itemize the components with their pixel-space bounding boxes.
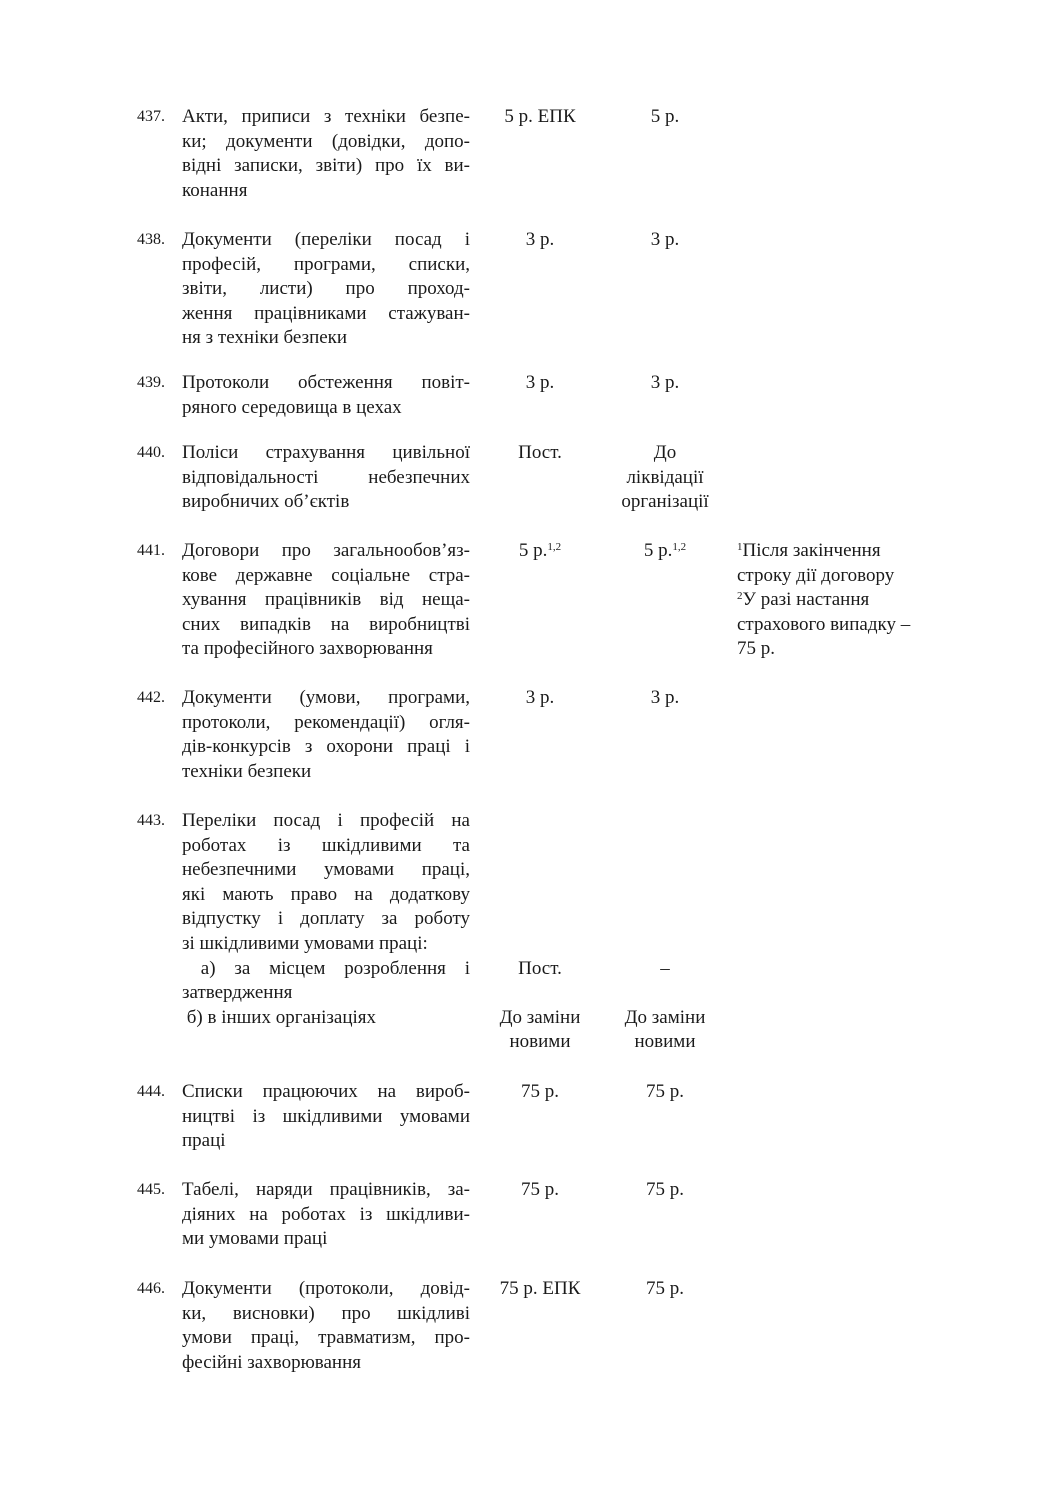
retention-central: 75 р. [521, 1081, 559, 1102]
desc-line: виробничих об’єктів [182, 491, 350, 513]
desc-line: відні записки, звіти) про їх ви- [182, 155, 470, 177]
retention-central: 75 р. ЕПК [499, 1278, 581, 1299]
retention-central [480, 539, 600, 564]
desc-line: діяних на роботах із шкідливи- [182, 1203, 470, 1225]
desc-line: звіти, листи) про проход- [182, 278, 470, 300]
desc-line: Документи (переліки посад і [182, 229, 470, 250]
retention-organization: 5 р. [650, 106, 680, 127]
desc-line: Документи (протоколи, довід- [182, 1278, 470, 1299]
retention-organization-b [605, 1006, 725, 1055]
retention-organization: 75 р. [646, 1179, 684, 1200]
desc-line: ня з техніки безпеки [182, 327, 348, 349]
note-line: У разі настання [742, 589, 870, 611]
desc-line: які мають право на додаткову [182, 883, 470, 905]
retention-central: 3 р. [525, 687, 555, 708]
desc-line: техніки безпеки [182, 760, 312, 782]
desc-line: дів-конкурсів з охорони праці і [182, 736, 470, 758]
entry-description [182, 686, 470, 784]
desc-line: сних випадків на виробництві [182, 613, 470, 635]
sub-item-a-line: а) за місцем розроблення і [182, 957, 470, 979]
entry-description [182, 228, 470, 351]
retention-central-a: Пост. [518, 957, 562, 979]
footnote-mark: 1 [737, 541, 743, 553]
footnote-mark: 2 [737, 590, 743, 603]
desc-line: Протоколи обстеження повіт- [182, 372, 470, 393]
entry-description [182, 539, 470, 662]
retention-line: До заміни [624, 1006, 706, 1028]
note-line: страхового випадку – [737, 613, 911, 635]
retention-central: Пост. [518, 442, 562, 463]
retention-organization [605, 441, 725, 515]
desc-line: відпустку і доплату за роботу [182, 908, 470, 930]
note-line: 75 р. [737, 638, 775, 660]
retention-organization-a: – [660, 957, 670, 979]
retention-line: організації [621, 491, 709, 513]
retention-organization: 3 р. [650, 687, 680, 708]
desc-line: протоколи, рекомендації) огля- [182, 711, 470, 733]
entry-number: 439. [137, 374, 165, 391]
entry-number: 441. [137, 542, 165, 559]
entry-number: 445. [137, 1181, 165, 1198]
entry-number: 440. [137, 444, 165, 461]
desc-line: конання [182, 179, 248, 201]
desc-line: Списки працюючих на вироб- [182, 1081, 470, 1102]
desc-line: зі шкідливими умовами праці: [182, 932, 428, 954]
desc-line: Договори про загальнообов’яз- [182, 540, 470, 561]
desc-line: ки, висновки) про шкідливі [182, 1302, 470, 1324]
footnote-ref: 1,2 [672, 541, 687, 553]
desc-line: Документи (умови, програми, [182, 687, 470, 708]
entry-number: 437. [137, 108, 165, 125]
note-line: строку дії договору [737, 564, 895, 586]
retention-organization: 3 р. [650, 229, 680, 250]
entry-description [182, 1178, 470, 1252]
entry-number: 444. [137, 1083, 165, 1100]
desc-line: ження працівниками стажуван- [182, 302, 470, 324]
retention-organization: 75 р. [646, 1278, 684, 1299]
desc-line: кове державне соціальне стра- [182, 564, 470, 586]
desc-line: ряного середовища в цехах [182, 396, 402, 418]
entry-description [182, 1277, 470, 1375]
entry-number: 442. [137, 689, 165, 706]
desc-line: професій, програми, списки, [182, 253, 470, 275]
entry-description [182, 1080, 470, 1154]
note-line: Після закінчення [742, 540, 881, 561]
retention-line: До заміни [499, 1006, 581, 1028]
desc-line: хування працівників від неща- [182, 589, 470, 611]
desc-line: Поліси страхування цивільної [182, 442, 470, 463]
desc-line: та професійного захворювання [182, 638, 433, 660]
retention-line: новими [509, 1031, 571, 1053]
desc-line: Табелі, наряди працівників, за- [182, 1179, 470, 1200]
desc-line: ництві із шкідливими умовами [182, 1105, 470, 1127]
desc-line: Акти, приписи з техніки безпе- [182, 106, 470, 127]
retention-central: 3 р. [525, 372, 555, 393]
desc-line: роботах із шкідливими та [182, 834, 470, 856]
desc-line: умови праці, травматизм, про- [182, 1327, 470, 1349]
retention-organization: 3 р. [650, 372, 680, 393]
retention-central: 5 р. ЕПК [504, 106, 576, 127]
retention-organization: 75 р. [646, 1081, 684, 1102]
retention-central-b [480, 1006, 600, 1055]
retention-organization [605, 539, 725, 564]
retention-value: 5 р. [643, 540, 673, 561]
retention-central: 3 р. [525, 229, 555, 250]
entry-number: 446. [137, 1280, 165, 1297]
desc-line: фесійні захворювання [182, 1351, 361, 1373]
retention-line: новими [634, 1031, 696, 1053]
desc-line: праці [182, 1130, 226, 1152]
retention-line: До [653, 442, 677, 463]
desc-line: відповідальності небезпечних [182, 466, 470, 488]
entry-number: 438. [137, 231, 165, 248]
entry-description [182, 371, 470, 420]
entry-note [737, 539, 947, 662]
desc-line: Переліки посад і професій на [182, 810, 470, 831]
sub-item-b-line: б) в інших організаціях [182, 1006, 377, 1028]
desc-line: небезпечними умовами праці, [182, 859, 470, 881]
entry-number: 443. [137, 812, 165, 829]
entry-description [182, 809, 470, 1030]
footnote-ref: 1,2 [547, 541, 562, 553]
entry-description [182, 441, 470, 515]
retention-central: 75 р. [521, 1179, 559, 1200]
desc-line: ми умовами праці [182, 1228, 328, 1250]
retention-line: ліквідації [626, 466, 704, 488]
entry-description [182, 105, 470, 203]
desc-line: ки; документи (довідки, допо- [182, 130, 470, 152]
sub-item-a-line: затвердження [182, 982, 293, 1004]
retention-value: 5 р. [518, 540, 548, 561]
